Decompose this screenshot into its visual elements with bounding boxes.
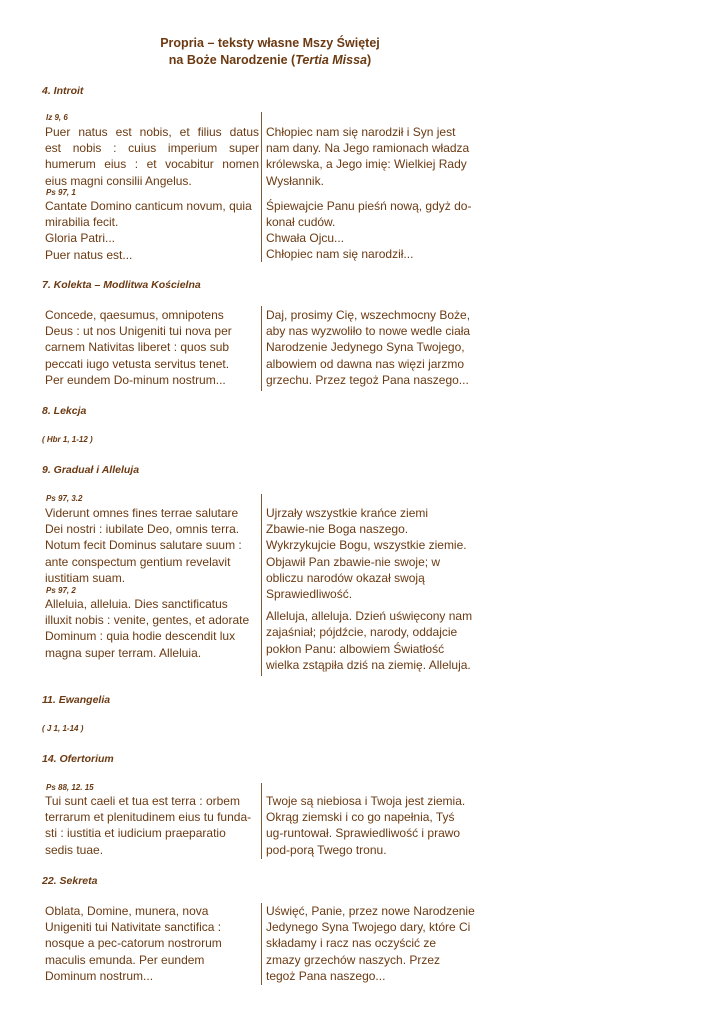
- section-heading-ofertorium: 14. Ofertorium: [42, 753, 114, 765]
- scripture-ref: Iz 9, 6: [46, 113, 68, 122]
- latin-text-gradual: Viderunt omnes fines terrae salutare Dei nostri : iubilate Deo, omnis terra. Notum fecit Dominus salutare suum : ante conspectum gentium revelavit iustitiam suam.: [45, 506, 242, 585]
- polish-text-introit: Chłopiec nam się narodził i Syn jest nam dany. Na Jego ramionach władza królewska, a Jego imię: Wielkiej Rady Wysłannik. Śpiewajcie Panu pieśń nową, gdyż do- konał cudów. Chwała Ojcu... Chłopiec nam się narodził...: [266, 125, 472, 262]
- column-divider: [261, 903, 262, 985]
- polish-text-gradual: Ujrzały wszystkie krańce ziemi Zbawie-nie Boga naszego. Wykrzykujcie Bogu, wszystkie ziemie. Objawił Pan zbawie-nie swoje; w obliczu narodów okazał swoją Sprawiedliwość. Alleluja, alleluja. Dzień uświęcony nam zajaśniał; pójdźcie, narody, oddajcie pokłon Panu: albowiem Światłość wielka zstąpiła dziś na ziemię. Alleluja.: [266, 506, 473, 672]
- section-heading-introit: 4. Introit: [42, 85, 84, 97]
- polish-text-kolekta: Daj, prosimy Cię, wszechmocny Boże, aby nas wyzwoliło to nowe wedle ciała Narodzenie Jedynego Syna Twojego, albowiem od dawna nas więzi jarzmo grzechu. Przez tegoż Pana naszego...: [266, 308, 471, 387]
- page-subtitle: na Boże Narodzenie (Tertia Missa): [168, 53, 372, 67]
- latin-text-alleluia: Alleluia, alleluia. Dies sanctificatus illuxit nobis : venite, gentes, et adorate Dominum : quia hodie descendit lux magna super terram. Alleluia.: [45, 597, 250, 660]
- page-title: Propria – teksty własne Mszy Świętej: [160, 36, 380, 50]
- scripture-ref: Ps 88, 12. 15: [46, 783, 94, 792]
- scripture-ref: Ps 97, 1: [46, 188, 76, 197]
- column-divider: [261, 783, 262, 859]
- scripture-ref: ( J 1, 1-14 ): [42, 724, 84, 733]
- latin-text-sekreta: Oblata, Domine, munera, nova Unigeniti tui Nativitate sanctifica : nosque a pec-catorum nostrorum maculis emunda. Per eundem Dominum nostrum...: [45, 904, 222, 983]
- latin-text-introit-psalm: Cantate Domino canticum novum, quia mirabilia fecit. Gloria Patri... Puer natus est...: [45, 199, 252, 262]
- scripture-ref: Ps 97, 3.2: [46, 494, 83, 503]
- latin-text-introit: Puer natus est nobis, et filius datus est nobis : cuius imperium super humerum eius : et vocabitur nomen eius magni consilii Angelus.: [45, 125, 259, 188]
- section-heading-gradual: 9. Graduał i Alleluja: [42, 464, 140, 476]
- section-heading-sekreta: 22. Sekreta: [42, 875, 98, 887]
- scripture-ref: ( Hbr 1, 1-12 ): [42, 435, 93, 444]
- scripture-ref: Ps 97, 2: [46, 586, 76, 595]
- section-heading-lekcja: 8. Lekcja: [42, 405, 87, 417]
- column-divider: [261, 306, 262, 391]
- column-divider: [261, 494, 262, 676]
- polish-text-ofertorium: Twoje są niebiosa i Twoja jest ziemia. Okrąg ziemski i co go napełnia, Tyś ug-runtował. Sprawiedliwość i prawo pod-porą Twego tronu.: [266, 794, 466, 857]
- polish-text-sekreta: Uświęć, Panie, przez nowe Narodzenie Jedynego Syna Twojego dary, które Ci składamy i racz nas oczyścić ze zmazy grzechów naszych. Przez tegoż Pana naszego...: [266, 904, 475, 983]
- section-heading-ewangelia: 11. Ewangelia: [42, 694, 111, 706]
- section-heading-kolekta: 7. Kolekta – Modlitwa Kościelna: [42, 279, 201, 291]
- latin-text-ofertorium: Tui sunt caeli et tua est terra : orbem terrarum et plenitudinem eius tu funda- sti : iustitia et iudicium praeparatio sedis tuae.: [45, 794, 252, 857]
- latin-text-kolekta: Concede, qaesumus, omnipotens Deus : ut nos Unigeniti tui nova per carnem Nativitas liberet : quos sub peccati iugo vetusta servitus tenet. Per eundem Do-minum nostrum...: [45, 308, 232, 387]
- column-divider: [261, 112, 262, 262]
